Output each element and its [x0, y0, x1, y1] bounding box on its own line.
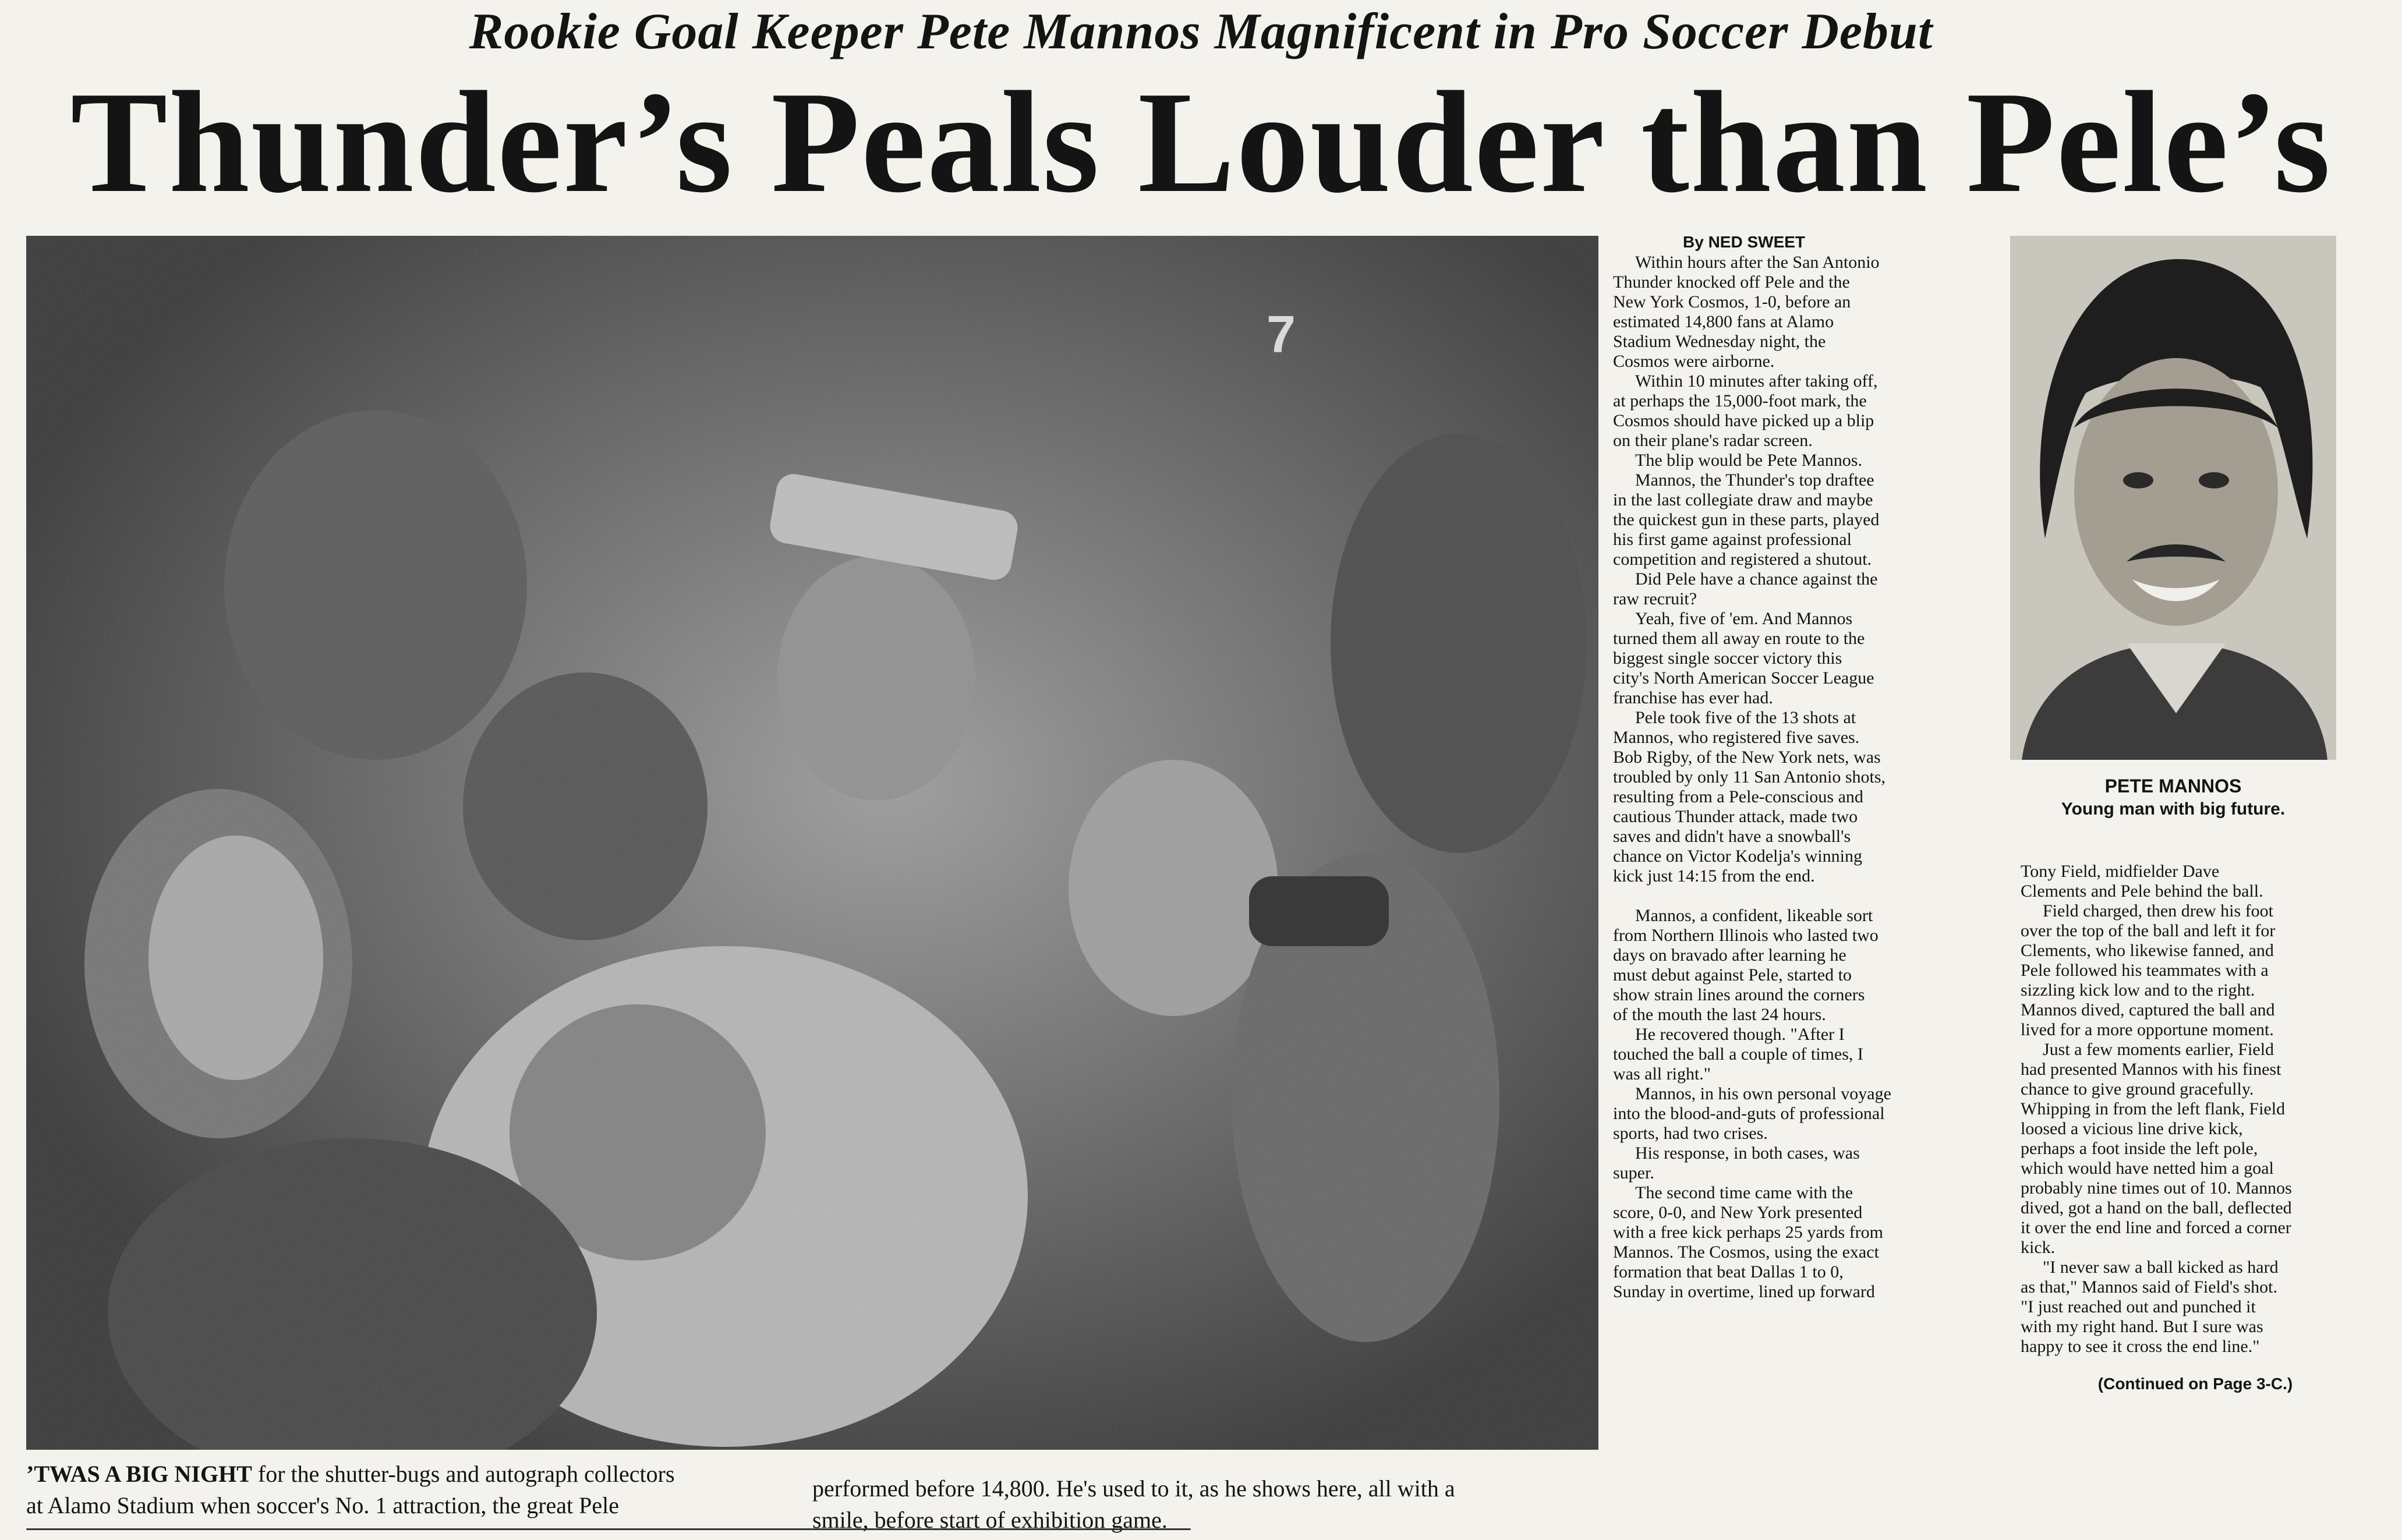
mugshot-name: PETE MANNOS [2104, 776, 2242, 796]
article-line: Sunday in overtime, lined up forward [1613, 1282, 1875, 1301]
article-line: "I never saw a ball kicked as hard [2043, 1258, 2279, 1277]
article-line: Bob Rigby, of the New York nets, was [1613, 748, 1881, 767]
article-line: Pele followed his teammates with a [2021, 961, 2269, 980]
article-line: Mannos, a confident, likeable sort [1635, 906, 1873, 925]
article-line: into the blood-and-guts of professional [1613, 1104, 1885, 1123]
article-line: loosed a vicious line drive kick, [2021, 1119, 2243, 1138]
photo-caption-right [812, 1473, 1598, 1536]
article-line: in the last collegiate draw and maybe [1613, 490, 1873, 509]
article-line: New York Cosmos, 1-0, before an [1613, 292, 1851, 311]
article-line: Yeah, five of 'em. And Mannos [1635, 609, 1853, 628]
article-line: kick. [2021, 1238, 2056, 1257]
article-line: Clements, who likewise fanned, and [2021, 941, 2274, 960]
mugshot-image [2010, 236, 2336, 760]
article-line: dived, got a hand on the ball, deflected [2021, 1198, 2292, 1217]
article-line: perhaps a foot inside the left pole, [2021, 1139, 2258, 1158]
mugshot-photo [2010, 236, 2336, 760]
article-line: city's North American Soccer League [1613, 668, 1874, 688]
caption-lead: ’TWAS A BIG NIGHT [26, 1461, 252, 1487]
article-line: on their plane's radar screen. [1613, 431, 1813, 450]
article-line: troubled by only 11 San Antonio shots, [1613, 767, 1886, 787]
main-headline: Thunder’s Peals Louder than Pele’s [70, 62, 2332, 223]
article-line: kick just 14:15 from the end. [1613, 866, 1815, 886]
article-line: with a free kick perhaps 25 yards from [1613, 1223, 1884, 1242]
article-line: chance on Victor Kodelja's winning [1613, 847, 1862, 866]
article-line: resulting from a Pele-conscious and [1613, 787, 1863, 806]
article-line: had presented Mannos with his finest [2021, 1060, 2281, 1079]
article-line: touched the ball a couple of times, I [1613, 1045, 1863, 1064]
crowd-photo-image [26, 236, 1598, 1450]
article-line: franchise has ever had. [1613, 688, 1773, 707]
article-line: He recovered though. "After I [1635, 1025, 1845, 1044]
article-line: Within 10 minutes after taking off, [1635, 371, 1878, 391]
caption-line: at Alamo Stadium when soccer's No. 1 attraction, the great Pele [26, 1492, 620, 1518]
article-line: the quickest gun in these parts, played [1613, 510, 1880, 529]
article-line: Mannos, who registered five saves. [1613, 728, 1860, 747]
article-line: must debut against Pele, started to [1613, 965, 1852, 985]
article-line: competition and registered a shutout. [1613, 550, 1872, 569]
article-column-right [2021, 862, 2370, 1394]
article-line: Mannos, in his own personal voyage [1635, 1084, 1891, 1103]
article-line: Cosmos were airborne. [1613, 352, 1775, 371]
caption-line: for the shutter-bugs and autograph collectors [257, 1461, 675, 1487]
article-line: happy to see it cross the end line." [2021, 1337, 2260, 1356]
article-line: probably nine times out of 10. Mannos [2021, 1178, 2292, 1198]
article-line: Stadium Wednesday night, the [1613, 332, 1826, 351]
article-line: which would have netted him a goal [2021, 1159, 2274, 1178]
article-line: Cosmos should have picked up a blip [1613, 411, 1874, 430]
article-line: of the mouth the last 24 hours. [1613, 1005, 1826, 1024]
article-line: raw recruit? [1613, 589, 1697, 608]
article-line: Field charged, then drew his foot [2043, 901, 2274, 921]
article-line: Mannos, the Thunder's top draftee [1635, 470, 1874, 490]
article-line: formation that beat Dallas 1 to 0, [1613, 1262, 1844, 1281]
article-line: turned them all away en route to the [1613, 629, 1865, 648]
article-line: it over the end line and forced a corner [2021, 1218, 2291, 1237]
article-line: Did Pele have a chance against the [1635, 569, 1878, 589]
article-line: over the top of the ball and left it for [2021, 921, 2276, 940]
article-line: as that," Mannos said of Field's shot. [2021, 1277, 2277, 1297]
byline: By NED SWEET [1683, 233, 1806, 251]
caption-line: performed before 14,800. He's used to it, as he shows here, all with a [812, 1475, 1455, 1502]
article-line: days on bravado after learning he [1613, 946, 1846, 965]
article-line: Mannos. The Cosmos, using the exact [1613, 1242, 1879, 1262]
article-line: super. [1613, 1163, 1654, 1183]
article-line: His response, in both cases, was [1635, 1144, 1860, 1163]
article-line: sizzling kick low and to the right. [2021, 980, 2255, 1000]
article-line: his first game against professional [1613, 530, 1852, 549]
article-line [1613, 886, 1986, 906]
article-line: lived for a more opportune moment. [2021, 1020, 2274, 1039]
crowd-photo [26, 236, 1598, 1450]
article-line: was all right." [1613, 1064, 1711, 1084]
photo-caption-left [26, 1458, 783, 1521]
article-line: Mannos dived, captured the ball and [2021, 1000, 2275, 1019]
article-line: estimated 14,800 fans at Alamo [1613, 312, 1834, 331]
article-line: The blip would be Pete Mannos. [1635, 451, 1862, 470]
article-column-middle [1613, 232, 1986, 1302]
mugshot-description: Young man with big future. [2061, 799, 2286, 819]
article-line: show strain lines around the corners [1613, 985, 1865, 1004]
article-line: Within hours after the San Antonio [1635, 253, 1880, 272]
article-line: Tony Field, midfielder Dave [2021, 862, 2220, 881]
article-line: Just a few moments earlier, Field [2043, 1040, 2274, 1059]
article-line: biggest single soccer victory this [1613, 649, 1842, 668]
article-body-middle [1613, 253, 1986, 1302]
article-body-right [2021, 862, 2370, 1357]
article-line: chance to give ground gracefully. [2021, 1079, 2254, 1099]
kicker-headline: Rookie Goal Keeper Pete Mannos Magnificent in Pro Soccer Debut [469, 3, 1933, 60]
article-line: Whipping in from the left flank, Field [2021, 1099, 2286, 1118]
article-line: saves and didn't have a snowball's [1613, 827, 1851, 846]
article-line: with my right hand. But I sure was [2021, 1317, 2263, 1336]
article-line: sports, had two crises. [1613, 1124, 1768, 1143]
article-line: Pele took five of the 13 shots at [1635, 708, 1856, 727]
article-line: The second time came with the [1635, 1183, 1853, 1202]
article-line: from Northern Illinois who lasted two [1613, 926, 1879, 945]
article-line: cautious Thunder attack, made two [1613, 807, 1858, 826]
bottom-rule [26, 1528, 1191, 1530]
caption-line: smile, before start of exhibition game. [812, 1507, 1168, 1533]
article-line: Clements and Pele behind the ball. [2021, 881, 2263, 901]
article-line: "I just reached out and punched it [2021, 1297, 2256, 1316]
article-line: score, 0-0, and New York presented [1613, 1203, 1863, 1222]
continued-notice: (Continued on Page 3-C.) [2097, 1375, 2293, 1393]
article-line: at perhaps the 15,000-foot mark, the [1613, 391, 1867, 410]
article-line: Thunder knocked off Pele and the [1613, 272, 1850, 292]
